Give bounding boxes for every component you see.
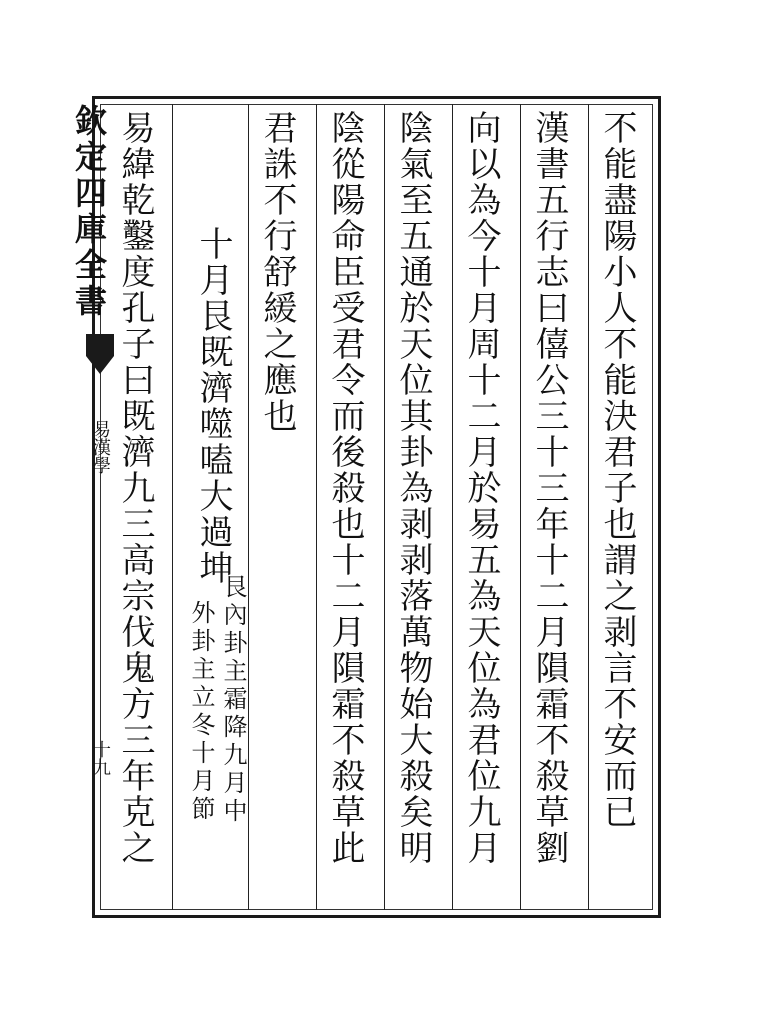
- column-rule: [316, 104, 317, 910]
- column-rule: [248, 104, 249, 910]
- column-rule: [520, 104, 521, 910]
- column-rule: [172, 104, 173, 910]
- column-rule: [588, 104, 589, 910]
- annotation-line-2: 外卦主立冬十月節: [187, 600, 215, 824]
- text-column-5: 陰從陽命臣受君令而後殺也十二月隕霜不殺草此: [325, 110, 365, 866]
- annotation-line-1: 艮內卦主霜降九月中: [219, 574, 247, 826]
- margin-book-title: 欽定四庫全書: [70, 104, 108, 320]
- text-column-8: 易緯乾鑿度孔子曰既濟九三高宗伐鬼方三年克之: [115, 110, 155, 866]
- text-column-1: 不能盡陽小人不能決君子也謂之剥言不安而已: [597, 110, 637, 830]
- text-column-7: 十月艮既濟噬嗑大過坤: [193, 226, 233, 586]
- text-column-6: 君誅不行舒緩之應也: [257, 110, 297, 434]
- column-rule: [452, 104, 453, 910]
- page-border-inner: [100, 104, 653, 910]
- text-column-3: 向以為今十月周十二月於易五為天位為君位九月: [461, 110, 501, 866]
- margin-section-title: 易漢學: [90, 420, 111, 474]
- column-rule: [384, 104, 385, 910]
- text-column-2: 漢書五行志曰僖公三十三年十二月隕霜不殺草劉: [529, 110, 569, 866]
- text-column-4: 陰氣至五通於天位其卦為剥剥落萬物始大殺矣明: [393, 110, 433, 866]
- margin-page-number: 十九: [90, 740, 111, 776]
